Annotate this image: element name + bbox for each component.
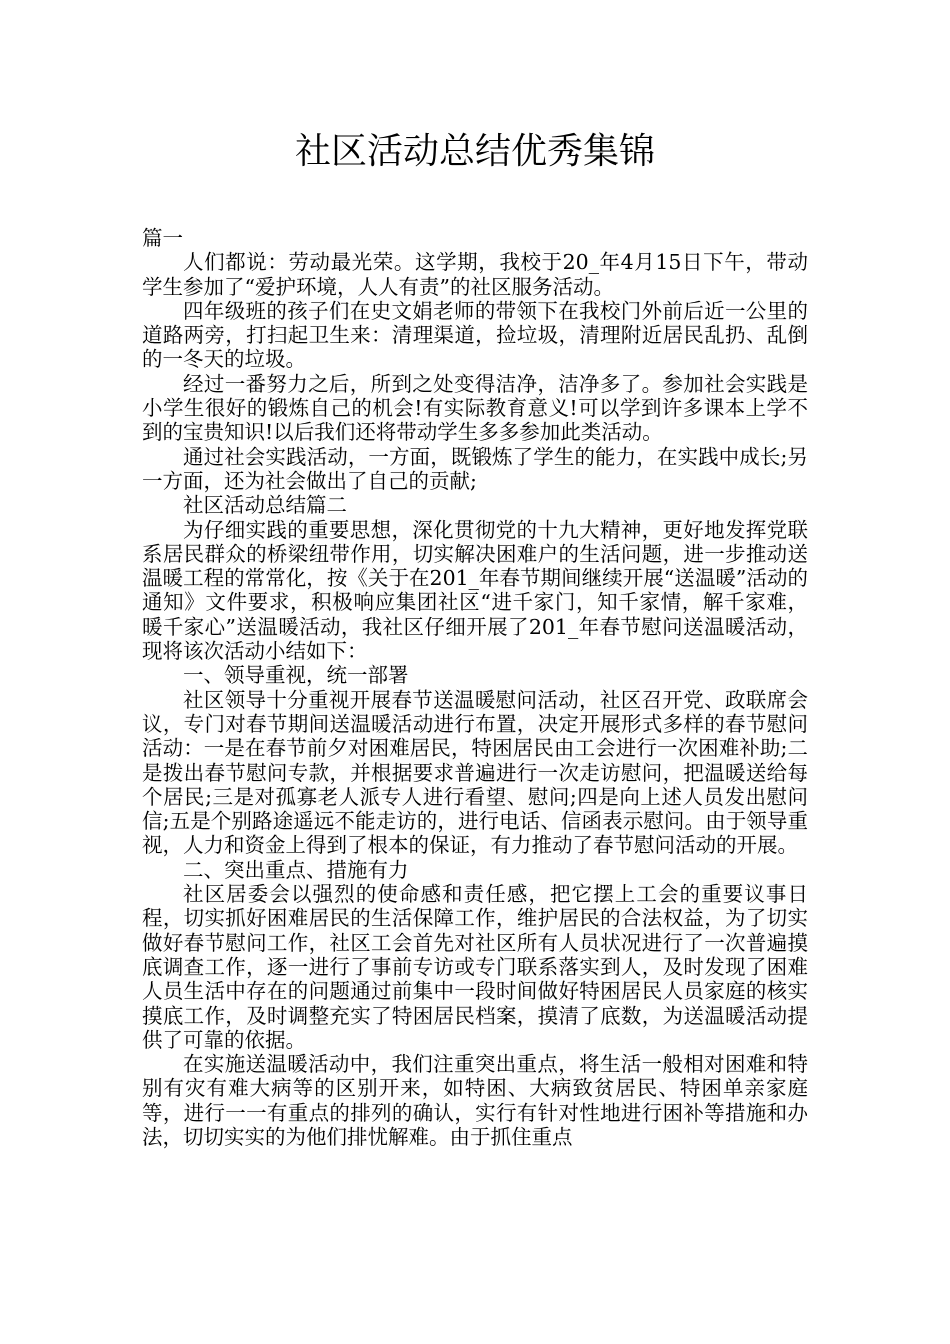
paragraph: 社区居委会以强烈的使命感和责任感，把它摆上工会的重要议事日程，切实抓好困难居民的生活保障工作，维护居民的合法权益，为了切实做好春节慰问工作，社区工会首先对社区所有人员状况进行了一次普遍摸底调查工作，逐一进行了事前专访或专门联系落实到人，及时发现了困难人员生活中存在的问题通过前集中一段时间做好特困居民人员家庭的核实摸底工作，及时调整充实了特困居民档案，摸清了底数，为送温暖活动提供了可靠的依据。: [142, 882, 808, 1052]
paragraph: 二、突出重点、措施有力: [183, 857, 409, 882]
paragraph: 篇一: [142, 226, 183, 250]
document-title: 社区活动总结优秀集锦: [294, 131, 655, 172]
paragraph: 人们都说：劳动最光荣。这学期，我校于20_年4月15日下午，带动学生参加了“爱护环境，人人有责”的社区服务活动。: [142, 250, 808, 299]
paragraph: 通过社会实践活动，一方面，既锻炼了学生的能力，在实践中成长;另一方面，还为社会做出了自己的贡献;: [142, 444, 808, 493]
document-body: [142, 226, 808, 1149]
paragraph: 经过一番努力之后，所到之处变得洁净，洁净多了。参加社会实践是小学生很好的锻炼自己的机会!有实际教育意义!可以学到许多课本上学不到的宝贵知识!以后我们还将带动学生多多参加此类活动。: [142, 371, 808, 445]
paragraph: 在实施送温暖活动中，我们注重突出重点，将生活一般相对困难和特别有灾有难大病等的区别开来，如特困、大病致贫居民、特困单亲家庭等，进行一一有重点的排列的确认，实行有针对性地进行困补等措施和办法，切切实实的为他们排忧解难。由于抓住重点: [142, 1052, 808, 1149]
paragraph: 为仔细实践的重要思想，深化贯彻党的十九大精神，更好地发挥党联系居民群众的桥梁纽带作用，切实解决困难户的生活问题，进一步推动送温暖工程的常常化，按《关于在201_年春节期间继续开展“送温暖”活动的通知》文件要求，积极响应集团社区“进千家门，知千家情，解千家难，暖千家心”送温暖活动，我社区仔细开展了201_年春节慰问送温暖活动，现将该次活动小结如下：: [142, 517, 808, 664]
paragraph: 一、领导重视，统一部署: [183, 663, 409, 688]
paragraph: 四年级班的孩子们在史文娟老师的带领下在我校门外前后近一公里的道路两旁，打扫起卫生来：清理渠道，捡垃圾，清理附近居民乱扔、乱倒的一冬天的垃圾。: [142, 298, 808, 372]
paragraph: 社区活动总结篇二: [183, 493, 347, 518]
paragraph: 社区领导十分重视开展春节送温暖慰问活动，社区召开党、政联席会议，专门对春节期间送温暖活动进行布置，决定开展形式多样的春节慰问活动：一是在春节前夕对困难居民，特困居民由工会进行一次困难补助;二是拨出春节慰问专款，并根据要求普遍进行一次走访慰问，把温暖送给每个居民;三是对孤寡老人派专人进行看望、慰问;四是向上述人员发出慰问信;五是个别路途遥远不能走访的，进行电话、信函表示慰问。由于领导重视，人力和资金上得到了根本的保证，有力推动了春节慰问活动的开展。: [142, 687, 808, 858]
